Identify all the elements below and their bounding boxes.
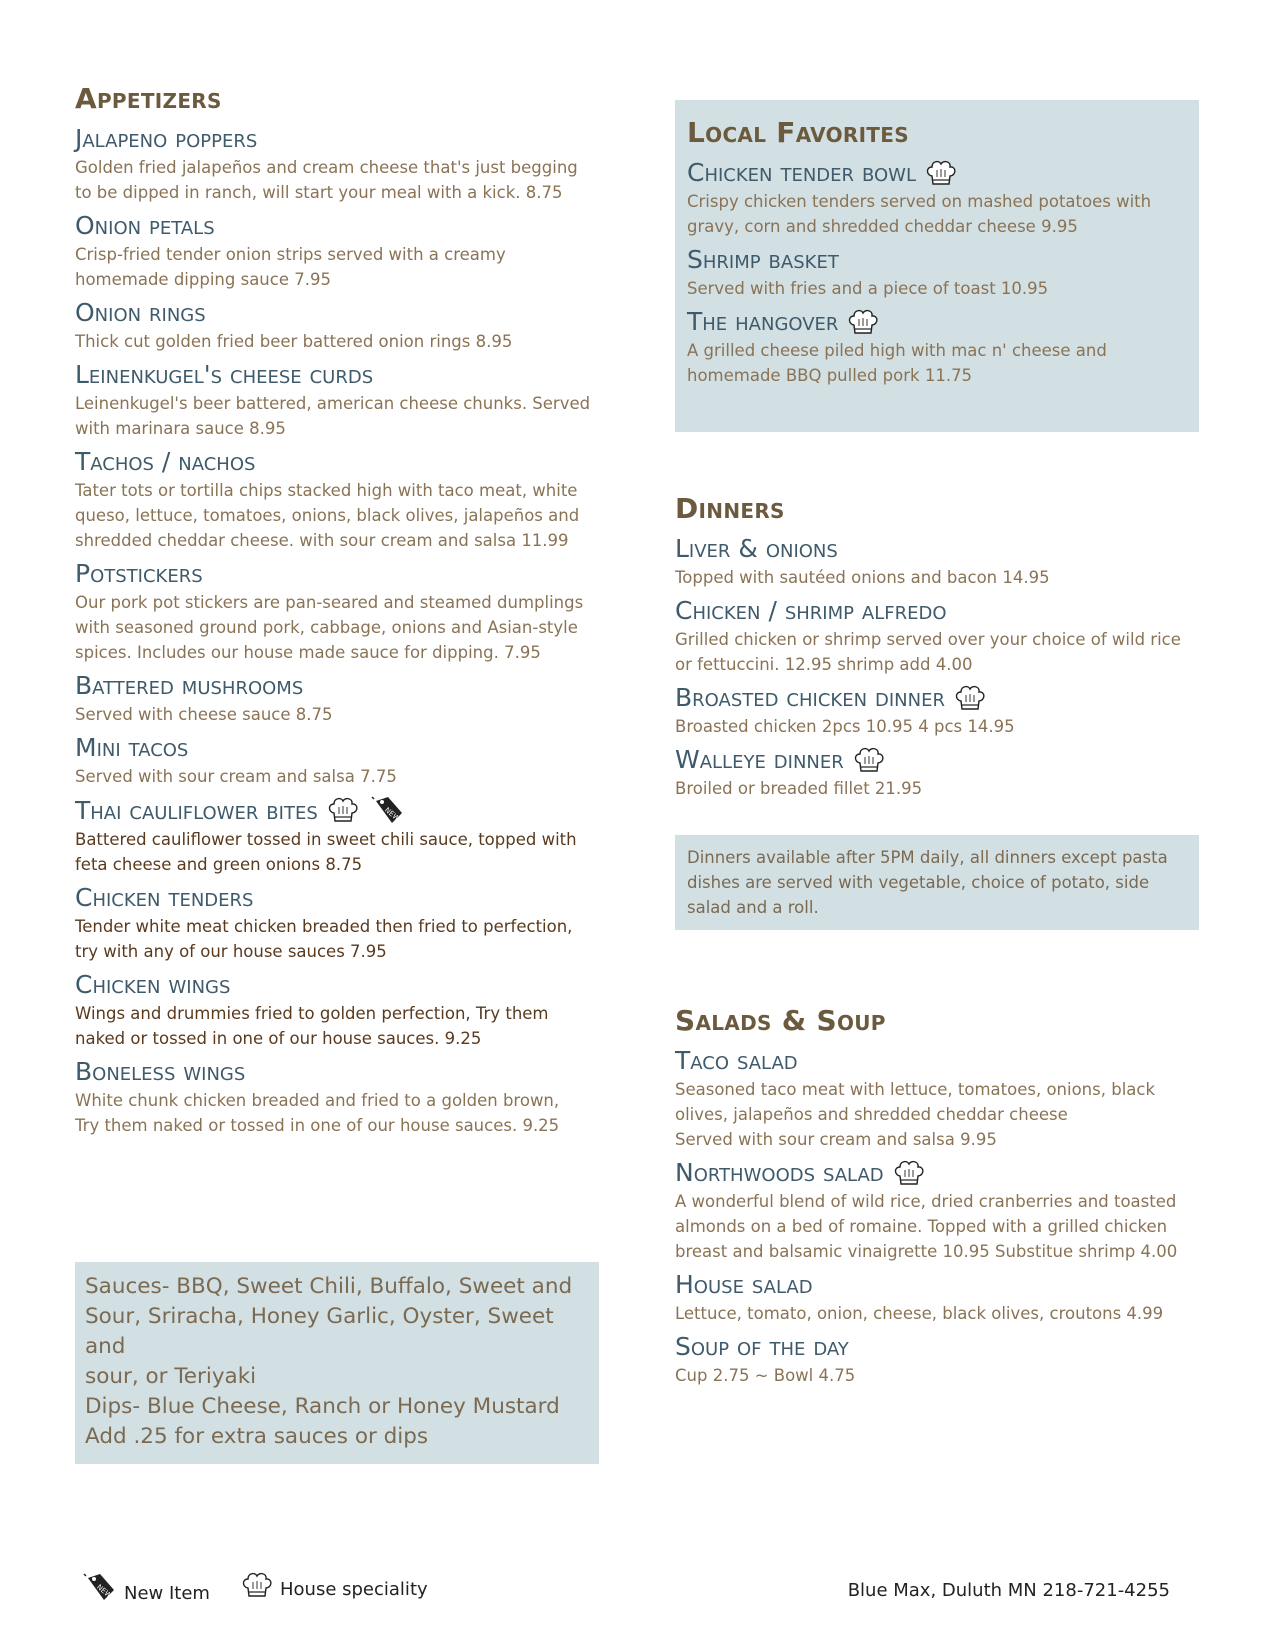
item-name: Chicken wings (75, 970, 231, 999)
item-name: Chicken / shrimp alfredo (675, 596, 947, 625)
item-name: Boneless wings (75, 1057, 246, 1086)
item-description: Broiled or breaded fillet 21.95 (675, 779, 923, 798)
menu-item (75, 793, 605, 877)
menu-item (675, 1156, 1200, 1264)
item-name: Taco salad (675, 1046, 798, 1075)
legend-house-speciality (240, 1570, 428, 1600)
menu-item (675, 1044, 1200, 1152)
menu-item (75, 209, 605, 292)
item-name: Chicken tender bowl (687, 158, 917, 187)
item-name: Soup of the day (675, 1332, 849, 1361)
legend-chef-label: House speciality (280, 1579, 428, 1600)
menu-item (75, 296, 605, 354)
menu-item (675, 1330, 1200, 1388)
item-description: Served with cheese sauce 8.75 (75, 705, 333, 724)
item-description: Crisp-fried tender onion strips served with a creamy homemade dipping sauce 7.95 (75, 245, 506, 289)
sauces-line: sour, or Teriyaki (85, 1364, 257, 1389)
item-description: Cup 2.75 ~ Bowl 4.75 (675, 1366, 856, 1385)
dinners-section (675, 490, 1200, 930)
item-name: Thai cauliflower bites (75, 795, 318, 825)
item-name: Chicken tenders (75, 883, 254, 912)
item-name: Potstickers (75, 559, 203, 588)
footer (80, 1570, 1200, 1610)
new-tag-icon (80, 1570, 118, 1604)
item-description: Leinenkugel's beer battered, american cheese chunks. Served with marinara sauce 8.95 (75, 394, 591, 438)
item-description: Served with fries and a piece of toast 10.95 (687, 279, 1049, 298)
menu-item (75, 731, 605, 789)
menu-item (687, 243, 1187, 301)
menu-item (675, 532, 1200, 590)
item-description: Tender white meat chicken breaded then fried to perfection, try with any of our house sauces 7.95 (75, 917, 573, 961)
chef-hat-icon (953, 683, 987, 713)
legend-new-label: New Item (124, 1583, 210, 1604)
item-name: Shrimp basket (687, 245, 839, 274)
item-name: Broasted chicken dinner (675, 683, 945, 712)
extra-charge-line: Add .25 for extra sauces or dips (85, 1424, 429, 1449)
menu-item (75, 122, 605, 205)
item-description: A wonderful blend of wild rice, dried cranberries and toasted almonds on a bed of romaine. Topped with a grilled chicken breast and balsamic vinaigrette 10.95 Substitue shrimp 4.00 (675, 1192, 1178, 1261)
right-column (675, 100, 1200, 1388)
chef-hat-icon (892, 1158, 926, 1188)
dips-line: Dips- Blue Cheese, Ranch or Honey Mustard (85, 1394, 560, 1419)
item-description: Our pork pot stickers are pan-seared and steamed dumplings with seasoned ground pork, cabbage, onions and Asian-style spices. Includes our house made sauce for dipping. 7.95 (75, 593, 584, 662)
menu-item (75, 358, 605, 441)
item-description: Grilled chicken or shrimp served over your choice of wild rice or fettuccini. 12.95 shrimp add 4.00 (675, 630, 1181, 674)
sauces-line: Sauces- BBQ, Sweet Chili, Buffalo, Sweet and (85, 1274, 573, 1299)
salads-section (675, 1002, 1200, 1388)
item-description: Crispy chicken tenders served on mashed potatoes with gravy, corn and shredded cheddar cheese 9.95 (687, 192, 1152, 236)
menu-item (675, 743, 1200, 801)
menu-item (687, 305, 1187, 388)
dinners-note: Dinners available after 5PM daily, all dinners except pasta dishes are served with vegetable, choice of potato, side salad and a roll. (675, 835, 1199, 930)
item-description: Broasted chicken 2pcs 10.95 4 pcs 14.95 (675, 717, 1015, 736)
item-description: Seasoned taco meat with lettuce, tomatoes, onions, black olives, jalapeños and shredded cheddar cheese Served with sour cream and salsa 9.95 (675, 1080, 1156, 1149)
menu-item (687, 156, 1187, 239)
contact-info: Blue Max, Duluth MN 218-721-4255 (847, 1580, 1170, 1601)
menu-item (675, 681, 1200, 739)
item-description: Served with sour cream and salsa 7.75 (75, 767, 397, 786)
chef-hat-icon (326, 795, 360, 825)
item-name: Onion petals (75, 211, 215, 240)
menu-item (75, 445, 605, 553)
local-favorites-section (675, 100, 1199, 432)
appetizers-title: Appetizers (75, 82, 222, 115)
appetizers-section (75, 80, 605, 1138)
menu-item (75, 669, 605, 727)
item-description: A grilled cheese piled high with mac n' cheese and homemade BBQ pulled pork 11.75 (687, 341, 1107, 385)
item-name: Leinenkugel's cheese curds (75, 360, 374, 389)
item-name: Northwoods salad (675, 1158, 884, 1187)
item-name: Liver & onions (675, 534, 838, 563)
menu-item (75, 968, 605, 1051)
sauces-box (75, 1262, 599, 1464)
item-name: Walleye dinner (675, 745, 844, 774)
chef-hat-icon (846, 307, 880, 337)
item-name: Tachos / nachos (75, 447, 256, 476)
legend-new-item (80, 1570, 210, 1604)
item-description: Golden fried jalapeños and cream cheese that's just begging to be dipped in ranch, will start your meal with a kick. 8.75 (75, 158, 578, 202)
chef-hat-icon (240, 1570, 274, 1600)
new-tag-icon (368, 793, 406, 827)
item-description: Topped with sautéed onions and bacon 14.95 (675, 568, 1050, 587)
item-description: Thick cut golden fried beer battered onion rings 8.95 (75, 332, 513, 351)
local-favorites-title: Local Favorites (687, 116, 909, 149)
menu-item (75, 881, 605, 964)
item-description: Lettuce, tomato, onion, cheese, black olives, croutons 4.99 (675, 1304, 1164, 1323)
item-description: Tater tots or tortilla chips stacked high with taco meat, white queso, lettuce, tomatoes, onions, black olives, jalapeños and shredded cheddar cheese. with sour cream and salsa 11.99 (75, 481, 580, 550)
chef-hat-icon (852, 745, 886, 775)
item-description: White chunk chicken breaded and fried to a golden brown, Try them naked or tossed in one of our house sauces. 9.25 (75, 1091, 560, 1135)
item-name: The hangover (687, 307, 839, 336)
item-description: Wings and drummies fried to golden perfection, Try them naked or tossed in one of our house sauces. 9.25 (75, 1004, 549, 1048)
item-name: Mini tacos (75, 733, 189, 762)
item-name: Battered mushrooms (75, 671, 304, 700)
item-description: Battered cauliflower tossed in sweet chili sauce, topped with feta cheese and green onions 8.75 (75, 830, 577, 874)
menu-item (675, 1268, 1200, 1326)
menu-item (675, 594, 1200, 677)
dinners-title: Dinners (675, 492, 785, 525)
item-name: Onion rings (75, 298, 206, 327)
salads-title: Salads & Soup (675, 1004, 886, 1037)
sauces-line: Sour, Sriracha, Honey Garlic, Oyster, Sweet and (85, 1304, 554, 1359)
chef-hat-icon (924, 158, 958, 188)
menu-item (75, 557, 605, 665)
item-name: Jalapeno poppers (75, 124, 258, 153)
menu-item (75, 1055, 605, 1138)
item-name: House salad (675, 1270, 813, 1299)
